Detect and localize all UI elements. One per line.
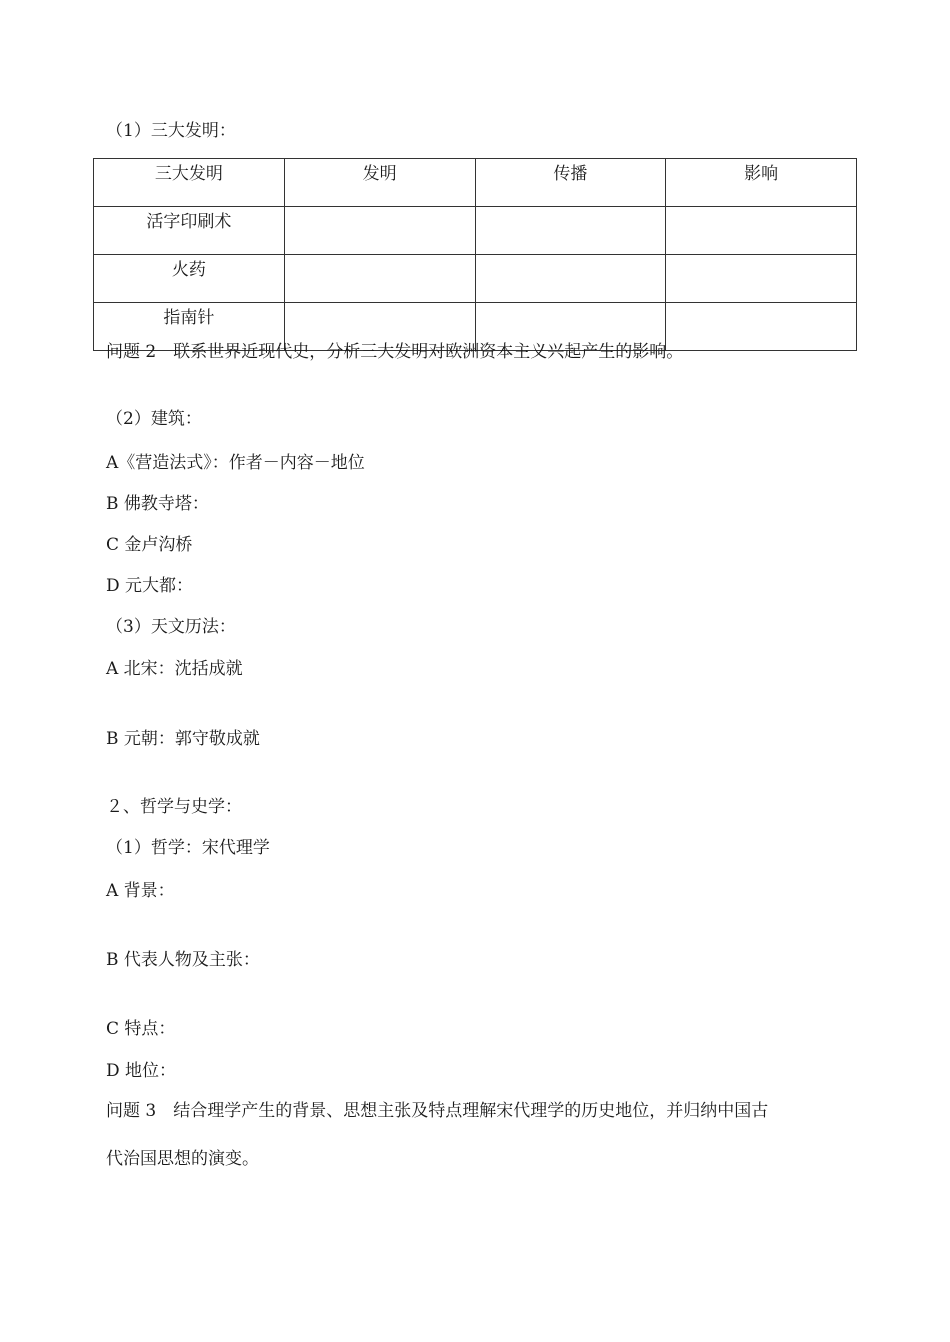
heading-philosophy-history: ２、哲学与史学： (106, 797, 242, 817)
table-header-cell: 影响 (666, 159, 857, 207)
table-cell: 活字印刷术 (94, 207, 285, 255)
architecture-item-b: B 佛教寺塔： (106, 494, 209, 514)
heading-astronomy: （3）天文历法： (106, 617, 236, 637)
question-3-line-2: 代治国思想的演变。 (106, 1149, 259, 1169)
table-cell (475, 255, 666, 303)
philosophy-item-d: D 地位： (106, 1061, 177, 1081)
architecture-item-a: A《营造法式》：作者－内容－地位 (106, 453, 365, 473)
table-cell (666, 303, 857, 351)
table-header-cell: 传播 (475, 159, 666, 207)
table-cell: 指南针 (94, 303, 285, 351)
table-cell (666, 255, 857, 303)
heading-three-inventions: （1）三大发明： (106, 121, 236, 141)
philosophy-item-b: B 代表人物及主张： (106, 950, 260, 970)
table-cell (284, 207, 475, 255)
inventions-table (93, 158, 857, 351)
table-cell (666, 207, 857, 255)
question-2: 问题 2 联系世界近现代史，分析三大发明对欧洲资本主义兴起产生的影响。 (106, 342, 684, 362)
table-row (94, 255, 857, 303)
architecture-item-d: D 元大都： (106, 576, 194, 596)
architecture-item-c: C 金卢沟桥 (106, 535, 193, 555)
table-cell (475, 207, 666, 255)
table-header-cell: 三大发明 (94, 159, 285, 207)
table-header-cell: 发明 (284, 159, 475, 207)
table-cell (284, 255, 475, 303)
question-3-line-1: 问题 3 结合理学产生的背景、思想主张及特点理解宋代理学的历史地位，并归纳中国古 (106, 1101, 769, 1121)
table-cell: 火药 (94, 255, 285, 303)
philosophy-item-c: C 特点： (106, 1019, 176, 1039)
astronomy-item-a: A 北宋：沈括成就 (106, 659, 243, 679)
heading-architecture: （2）建筑： (106, 409, 202, 429)
astronomy-item-b: B 元朝：郭守敬成就 (106, 729, 260, 749)
table-header-row (94, 159, 857, 207)
heading-philosophy: （1）哲学：宋代理学 (106, 838, 270, 858)
philosophy-item-a: A 背景： (106, 881, 175, 901)
table-row (94, 207, 857, 255)
